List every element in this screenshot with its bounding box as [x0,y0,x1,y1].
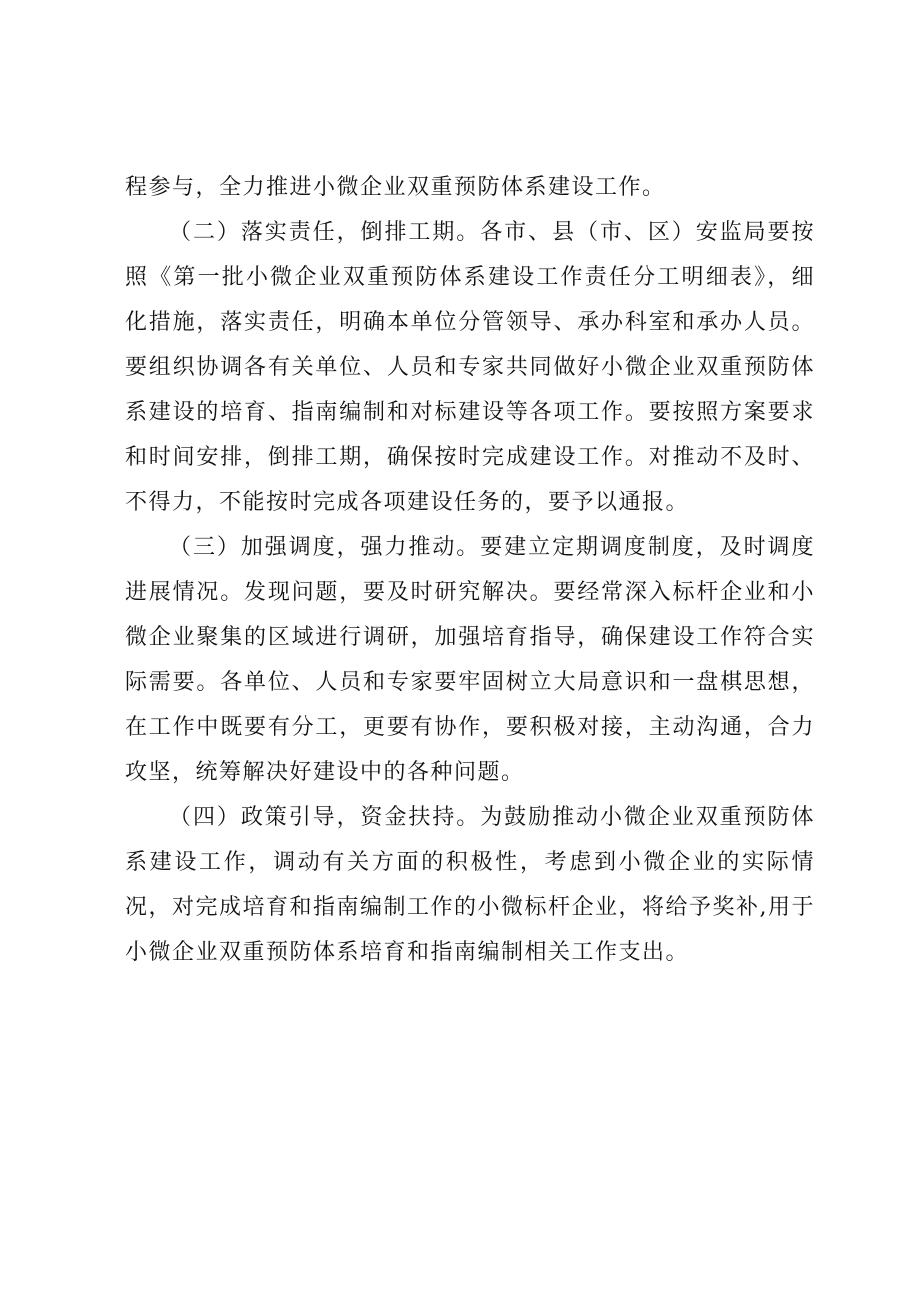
paragraph-continuation: 程参与，全力推进小微企业双重预防体系建设工作。 [125,175,666,200]
document-body [125,165,815,975]
paragraph-section-2: （二）落实责任，倒排工期。各市、县（市、区）安监局要按照《第一批小微企业双重预防体系建设工作责任分工明细表》，细化措施，落实责任，明确本单位分管领导、承办科室和承办人员。要组织协调各有关单位、人员和专家共同做好小微企业双重预防体系建设的培育、指南编制和对标建设等各项工作。要按照方案要求和时间安排，倒排工期，确保按时完成建设工作。对推动不及时、不得力，不能按时完成各项建设任务的，要予以通报。 [125,220,815,515]
paragraph-section-3: （三）加强调度，强力推动。要建立定期调度制度，及时调度进展情况。发现问题，要及时研究解决。要经常深入标杆企业和小微企业聚集的区域进行调研，加强培育指导，确保建设工作符合实际需要。各单位、人员和专家要牢固树立大局意识和一盘棋思想，在工作中既要有分工，更要有协作，要积极对接，主动沟通，合力攻坚，统筹解决好建设中的各种问题。 [125,535,815,785]
paragraph-section-4: （四）政策引导，资金扶持。为鼓励推动小微企业双重预防体系建设工作，调动有关方面的积极性，考虑到小微企业的实际情况，对完成培育和指南编制工作的小微标杆企业，将给予奖补,用于小微企业双重预防体系培育和指南编制相关工作支出。 [125,805,815,965]
